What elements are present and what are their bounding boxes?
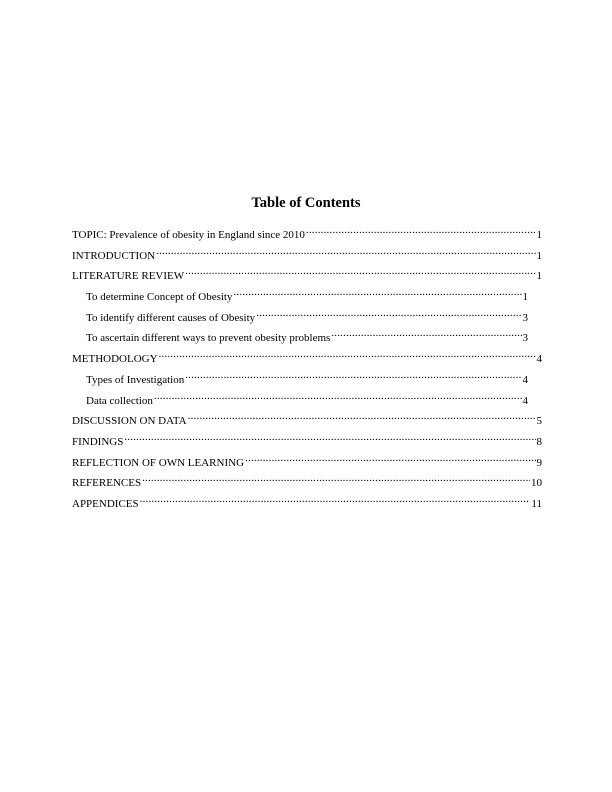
toc-entry-findings[interactable] xyxy=(72,430,542,451)
toc-page-number: 5 xyxy=(536,415,542,428)
toc-entry-concept-of-obesity[interactable] xyxy=(72,285,528,306)
dot-leader xyxy=(245,451,535,466)
dot-leader xyxy=(124,430,535,445)
toc-entry-label: REFLECTION OF OWN LEARNING xyxy=(72,456,245,469)
toc-entry-label: To ascertain different ways to prevent obesity problems xyxy=(86,332,331,345)
toc-list xyxy=(72,223,542,513)
dot-leader xyxy=(156,244,535,259)
toc-entry-label: REFERENCES xyxy=(72,477,142,490)
dot-leader xyxy=(331,326,521,341)
toc-page-number: 4 xyxy=(522,394,528,407)
toc-entry-literature-review[interactable] xyxy=(72,264,542,285)
toc-entry-introduction[interactable] xyxy=(72,244,542,265)
dot-leader xyxy=(140,492,531,507)
toc-page-number: 3 xyxy=(522,311,528,324)
toc-title: Table of Contents xyxy=(251,195,361,211)
toc-page-number: 1 xyxy=(536,229,542,241)
toc-entry-topic[interactable] xyxy=(72,223,542,244)
toc-entry-label: TOPIC: Prevalence of obesity in England since 2010 xyxy=(72,229,305,241)
toc-page-number: 10 xyxy=(531,477,542,490)
dot-leader xyxy=(306,223,536,238)
toc-page-number: 1 xyxy=(522,291,528,304)
toc-entry-data-collection[interactable] xyxy=(72,389,528,410)
toc-entry-label: FINDINGS xyxy=(72,435,124,448)
toc-entry-label: To determine Concept of Obesity xyxy=(86,291,233,304)
toc-page-number: 1 xyxy=(536,270,542,283)
toc-entry-causes-of-obesity[interactable] xyxy=(72,306,528,327)
dot-leader xyxy=(142,471,530,486)
toc-page-number: 1 xyxy=(536,249,542,262)
toc-page-number: 11 xyxy=(531,497,542,510)
toc-entry-methodology[interactable] xyxy=(72,347,542,368)
dot-leader xyxy=(256,306,521,321)
dot-leader xyxy=(159,347,536,362)
toc-entry-discussion-on-data[interactable] xyxy=(72,409,542,430)
toc-entry-label: Data collection xyxy=(86,394,153,407)
toc-entry-types-of-investigation[interactable] xyxy=(72,368,528,389)
toc-page-number: 8 xyxy=(536,435,542,448)
toc-entry-label: METHODOLOGY xyxy=(72,353,158,366)
dot-leader xyxy=(185,368,521,383)
toc-entry-label: APPENDICES xyxy=(72,497,139,510)
toc-entry-references[interactable] xyxy=(72,471,542,492)
dot-leader xyxy=(154,389,522,404)
toc-entry-prevent-obesity[interactable] xyxy=(72,326,528,347)
dot-leader xyxy=(188,409,536,424)
toc-entry-label: INTRODUCTION xyxy=(72,249,156,262)
toc-entry-reflection[interactable] xyxy=(72,451,542,472)
dot-leader xyxy=(233,285,521,300)
toc-entry-appendices[interactable] xyxy=(72,492,542,513)
toc-entry-label: LITERATURE REVIEW xyxy=(72,270,185,283)
toc-entry-label: To identify different causes of Obesity xyxy=(86,311,256,324)
toc-page-number: 4 xyxy=(536,353,542,366)
toc-page-number: 4 xyxy=(522,373,528,386)
toc-page-number: 9 xyxy=(536,456,542,469)
toc-entry-label: Types of Investigation xyxy=(86,373,185,386)
dot-leader xyxy=(185,264,535,279)
toc-page-number: 3 xyxy=(522,332,528,345)
toc-entry-label: DISCUSSION ON DATA xyxy=(72,415,187,428)
